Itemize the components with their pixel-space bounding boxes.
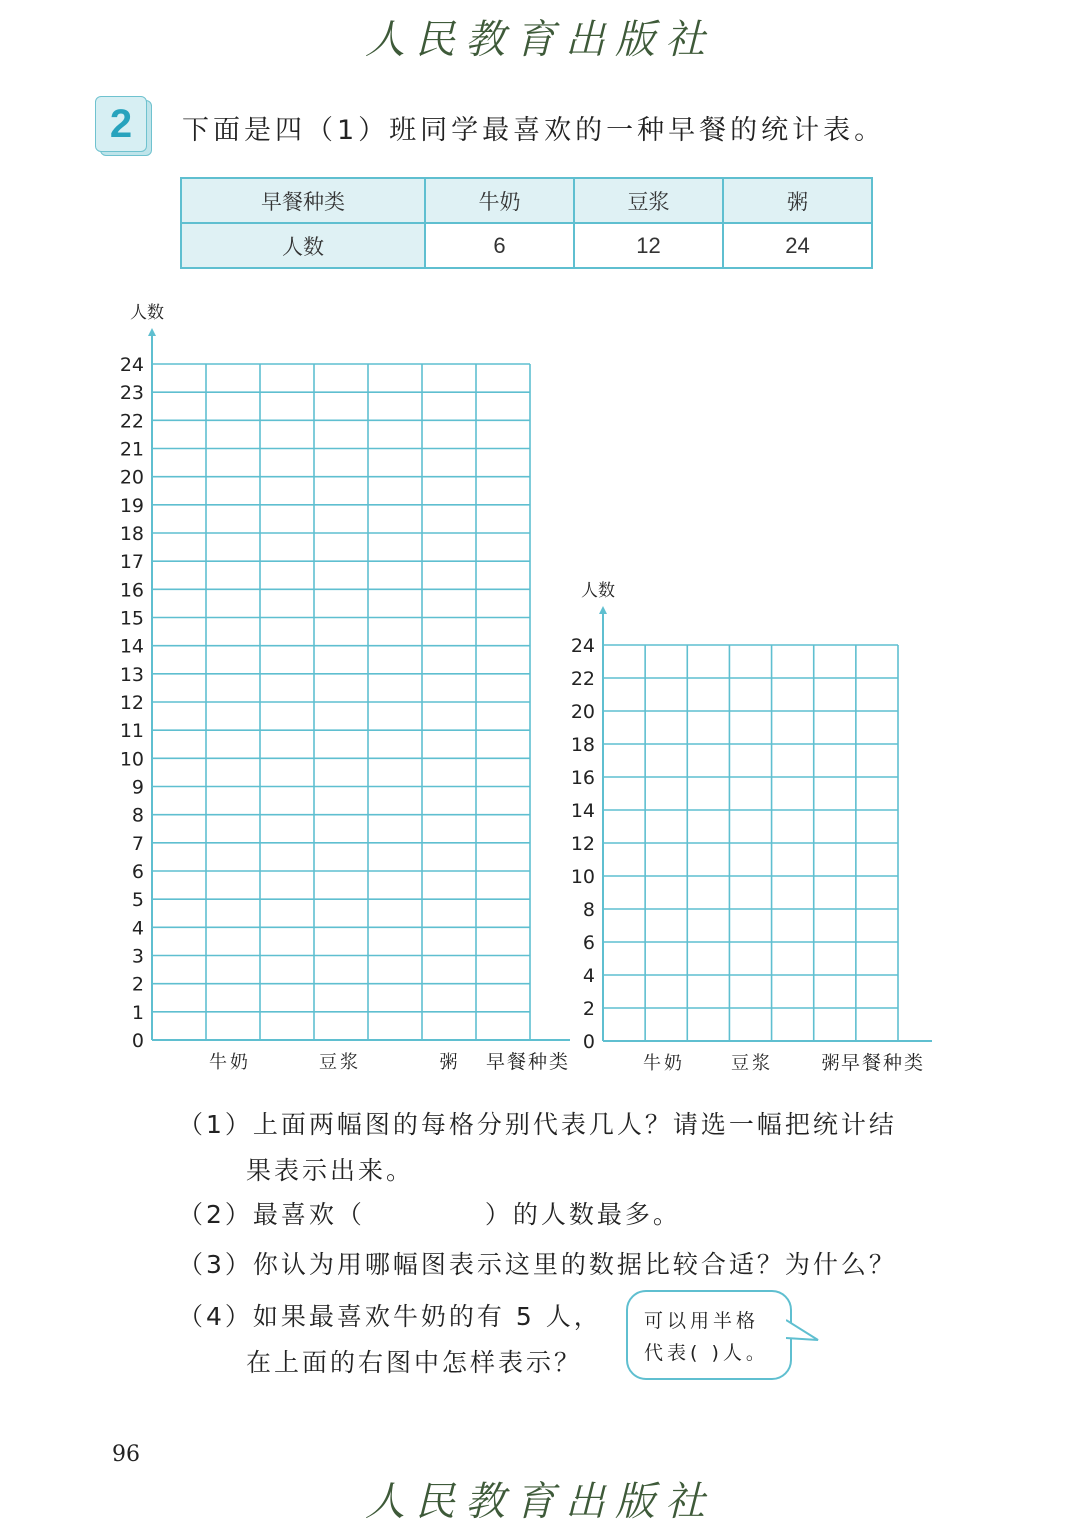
x-category-label: 粥 (439, 1052, 461, 1073)
x-category-label: 豆浆 (319, 1052, 361, 1073)
statistics-table (180, 177, 873, 269)
y-tick-label: 12 (119, 692, 144, 714)
question-1 (178, 1102, 958, 1194)
y-tick-label: 7 (131, 832, 144, 855)
question-number-badge (95, 96, 149, 152)
y-tick-label: 13 (119, 663, 144, 686)
y-tick-label: 10 (570, 866, 595, 888)
table-cell: 牛奶 (425, 178, 574, 223)
y-tick-label: 14 (119, 635, 144, 658)
x-category-label: 粥 (821, 1053, 843, 1074)
question-4-number: （4） (178, 1302, 253, 1331)
y-tick-label: 0 (582, 1031, 595, 1053)
question-2-text-after: ）的人数最多。 (484, 1200, 681, 1229)
y-tick-label: 18 (570, 734, 595, 756)
x-category-label: 豆浆 (731, 1053, 773, 1074)
y-tick-label: 12 (570, 833, 595, 855)
y-tick-label: 2 (131, 973, 144, 996)
y-tick-label: 16 (570, 767, 595, 789)
table-cell: 6 (425, 223, 574, 268)
y-tick-label: 21 (119, 438, 144, 461)
y-tick-label: 1 (131, 1001, 144, 1024)
y-tick-label: 3 (131, 945, 144, 968)
y-tick-label: 0 (131, 1030, 144, 1052)
question-4-text-continued: 在上面的右图中怎样表示？ (246, 1348, 583, 1377)
y-tick-label: 14 (570, 800, 595, 822)
question-3-number: （3） (178, 1250, 253, 1279)
table-cell: 24 (723, 223, 872, 268)
y-axis-label: 人数 (130, 303, 164, 323)
page-number: 96 (112, 1442, 140, 1467)
table-cell: 人数 (181, 223, 425, 268)
y-tick-label: 8 (131, 804, 144, 827)
right-bar-chart-grid (560, 580, 960, 1085)
question-3 (178, 1245, 897, 1281)
question-2-number: （2） (178, 1200, 253, 1229)
x-axis-label: 早餐种类 (840, 1052, 926, 1074)
y-axis-arrow (599, 606, 607, 614)
y-tick-label: 2 (582, 998, 595, 1020)
question-2 (178, 1195, 681, 1231)
table-data-row (181, 223, 872, 268)
table-cell: 12 (574, 223, 723, 268)
y-tick-label: 5 (131, 889, 144, 912)
table-cell: 豆浆 (574, 178, 723, 223)
table-header-row (181, 178, 872, 223)
y-tick-label: 22 (570, 668, 595, 690)
y-tick-label: 18 (119, 523, 144, 545)
question-4 (178, 1294, 602, 1386)
question-title: 下面是四（1）班同学最喜欢的一种早餐的统计表。 (182, 115, 886, 146)
y-tick-label: 4 (131, 917, 144, 940)
table-cell: 早餐种类 (181, 178, 425, 223)
y-tick-label: 6 (131, 861, 144, 883)
speech-bubble-line-1: 可以用半格 (644, 1310, 760, 1332)
y-tick-label: 19 (119, 494, 144, 517)
y-tick-label: 20 (570, 701, 595, 723)
y-tick-label: 22 (119, 410, 144, 433)
x-axis-label: 早餐种类 (485, 1051, 571, 1073)
question-4-text: 如果最喜欢牛奶的有 5 人， (252, 1302, 602, 1331)
question-2-text-before: 最喜欢（ (252, 1200, 365, 1229)
y-tick-label: 17 (119, 551, 144, 574)
x-category-label: 牛奶 (643, 1053, 685, 1074)
y-tick-label: 15 (119, 607, 144, 630)
question-1-text-continued: 果表示出来。 (246, 1156, 415, 1185)
y-tick-label: 8 (582, 899, 595, 921)
question-number: 2 (95, 96, 147, 152)
table-cell: 粥 (723, 178, 872, 223)
y-tick-label: 24 (119, 354, 144, 376)
question-3-text: 你认为用哪幅图表示这里的数据比较合适？为什么？ (252, 1250, 897, 1279)
question-1-number: （1） (178, 1110, 253, 1139)
y-tick-label: 10 (119, 748, 144, 771)
y-axis-arrow (148, 328, 156, 336)
speech-bubble-line-2: 代表( )人。 (644, 1342, 769, 1364)
publisher-header: 人民教育出版社 (365, 17, 715, 63)
y-tick-label: 24 (570, 635, 595, 657)
y-tick-label: 6 (582, 932, 595, 954)
y-tick-label: 16 (119, 579, 144, 602)
y-tick-label: 23 (119, 382, 144, 405)
y-axis-label: 人数 (581, 581, 615, 601)
publisher-footer: 人民教育出版社 (365, 1479, 715, 1525)
y-tick-label: 4 (582, 965, 595, 987)
speech-bubble-tail (786, 1316, 822, 1346)
speech-bubble-text (644, 1305, 769, 1369)
question-1-text: 上面两幅图的每格分别代表几人？请选一幅把统计结 (252, 1110, 897, 1139)
y-tick-label: 9 (131, 776, 144, 799)
left-bar-chart-grid (100, 300, 580, 1090)
y-tick-label: 20 (119, 466, 144, 489)
x-category-label: 牛奶 (209, 1052, 251, 1073)
y-tick-label: 11 (119, 720, 144, 743)
